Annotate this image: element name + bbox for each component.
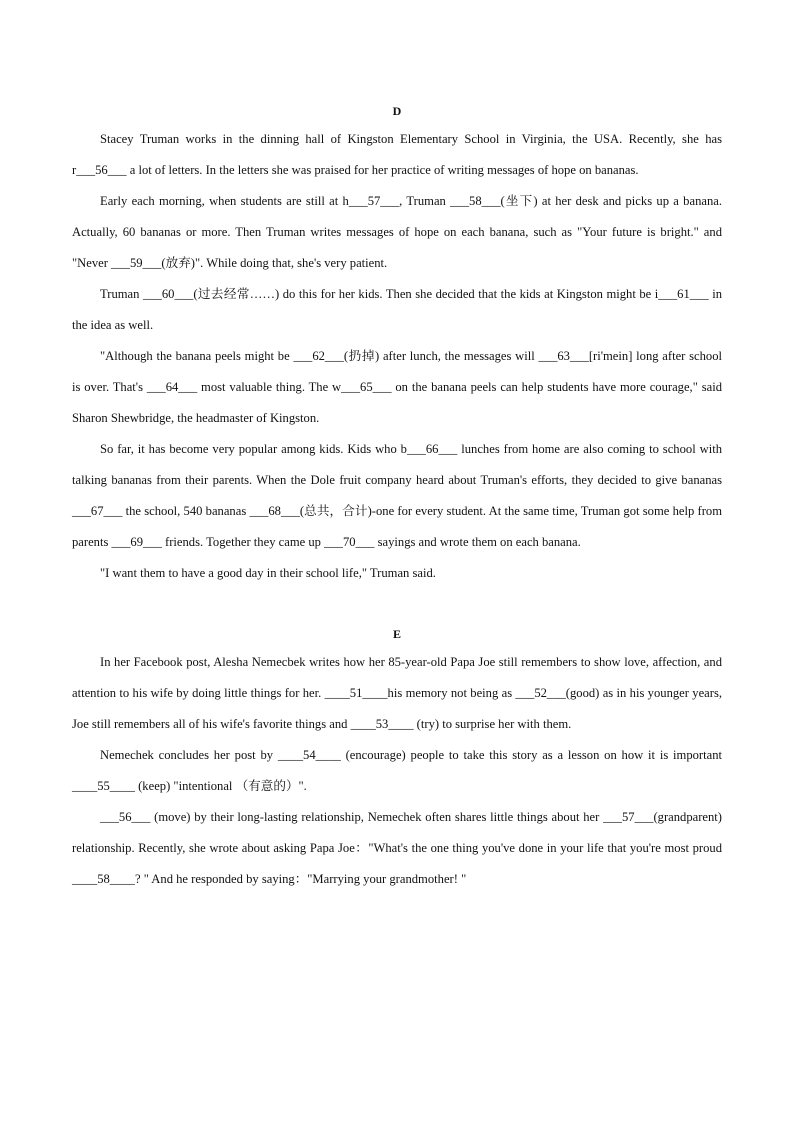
section-e-paragraph-1: In her Facebook post, Alesha Nemecbek writes how her 85-year-old Papa Joe still remembers to show love, affection, and attention to his wife by doing little things for her. ____51____his memory not being as ___52___(good) as in his younger years, Joe still remembers all of his wife's favorite things and ____53____ (try) to surprise her with them. (72, 655, 722, 731)
section-d-paragraph-4: "Although the banana peels might be ___62___(扔掉) after lunch, the messages will ___63___[ri'mein] long after school is over. That's ___64___ most valuable thing. The w___65___ on the banana peels can help students have more courage," said Sharon Shewbridge, the headmaster of Kingston. (72, 349, 722, 425)
section-d-paragraph-2: Early each morning, when students are still at h___57___, Truman ___58___(坐下) at her desk and picks up a banana. Actually, 60 bananas or more. Then Truman writes messages of hope on each banana, such as "Your future is bright." and "Never ___59___(放弃)". While doing that, she's very patient. (72, 194, 722, 270)
section-d-paragraph-3: Truman ___60___(过去经常……) do this for her kids. Then she decided that the kids at Kingston might be i___61___ in the idea as well. (72, 287, 722, 332)
section-e-paragraph-3: ___56___ (move) by their long-lasting relationship, Nemechek often shares little things about her ___57___(grandparent) relationship. Recently, she wrote about asking Papa Joe："What's the one thing you've done in your life that you're most proud ____58____? " And he responded by saying："Marrying your grandmother! " (72, 810, 722, 886)
section-d-title: D (392, 104, 402, 118)
section-e-paragraph-2: Nemechek concludes her post by ____54____ (encourage) people to take this story as a lesson on how it is important ____55____ (keep) "intentional （有意的）". (72, 748, 722, 793)
section-d-paragraph-5: So far, it has become very popular among kids. Kids who b___66___ lunches from home are also coming to school with talking bananas from their parents. When the Dole fruit company heard about Truman's efforts, they decided to give bananas ___67___ the school, 540 bananas ___68___(总共，合计)-one for every student. At the same time, Truman got some help from parents ___69___ friends. Together they came up ___70___ sayings and wrote them on each banana. (72, 442, 722, 549)
section-e-body (0, 647, 794, 895)
section-d-body (0, 124, 794, 589)
section-d-paragraph-1: Stacey Truman works in the dinning hall of Kingston Elementary School in Virginia, the USA. Recently, she has r___56___ a lot of letters. In the letters she was praised for her practice of writing messages of hope on bananas. (72, 132, 722, 177)
section-d-paragraph-6: "I want them to have a good day in their school life," Truman said. (100, 566, 436, 580)
section-e-title: E (392, 627, 401, 641)
